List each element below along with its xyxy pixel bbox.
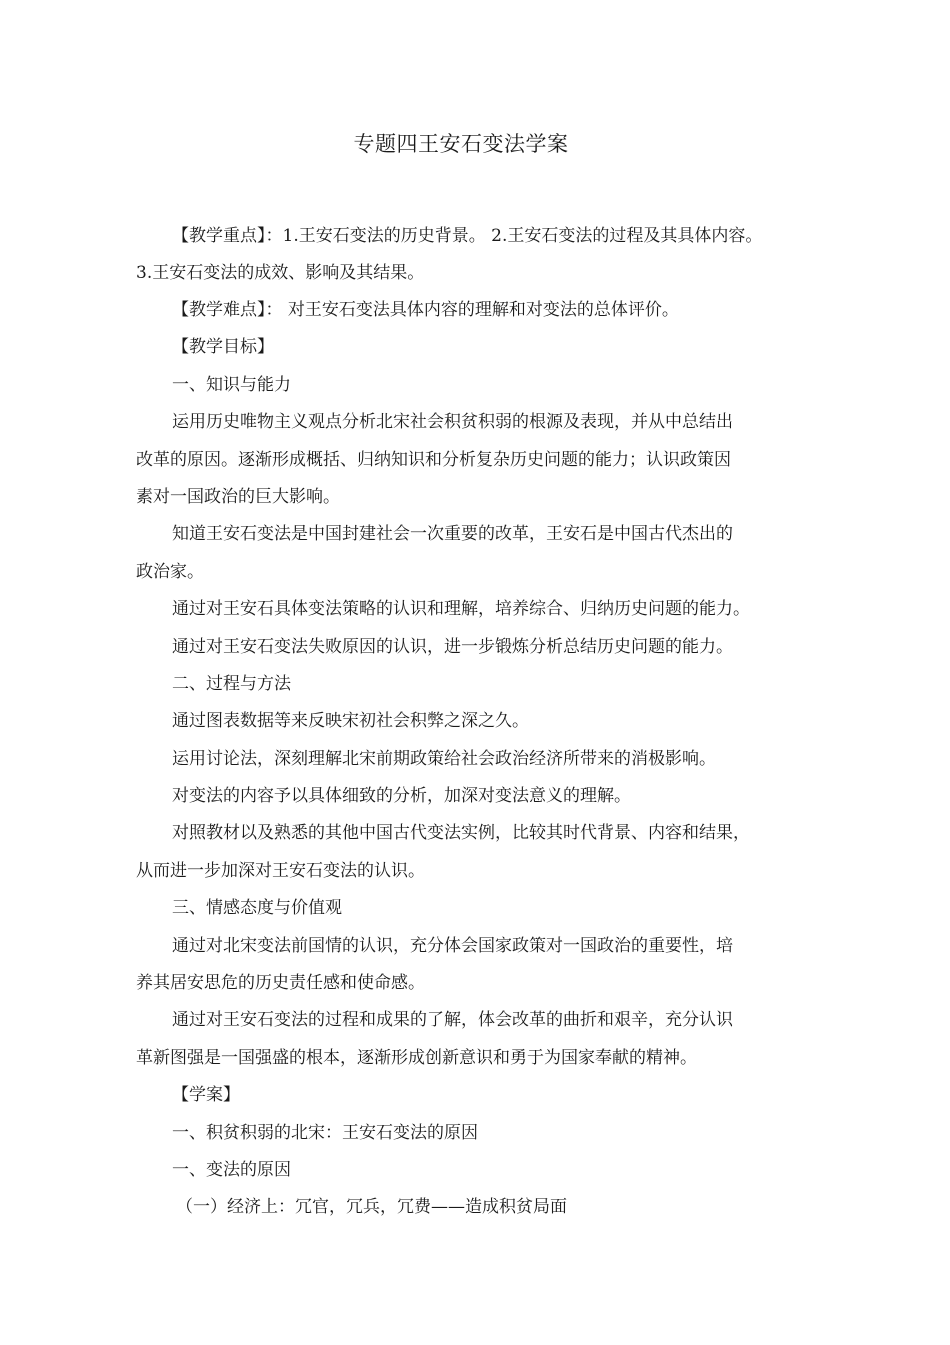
paragraph-line: 革新图强是一国强盛的根本，逐渐形成创新意识和勇于为国家奉献的精神。 — [136, 1048, 697, 1068]
paragraph-line: 通过对王安石具体变法策略的认识和理解，培养综合、归纳历史问题的能力。 — [172, 599, 750, 619]
paragraph-line: 养其居安思危的历史责任感和使命感。 — [136, 973, 425, 993]
paragraph-line: 对变法的内容予以具体细致的分析，加深对变法意义的理解。 — [172, 786, 631, 806]
paragraph-line: 知道王安石变法是中国封建社会一次重要的改革，王安石是中国古代杰出的 — [172, 524, 733, 544]
paragraph-line: 运用历史唯物主义观点分析北宋社会积贫积弱的根源及表现，并从中总结出 — [172, 412, 733, 432]
paragraph-line: 从而进一步加深对王安石变法的认识。 — [136, 861, 425, 881]
subsection-item: （一）经济上：冗官，冗兵，冗费——造成积贫局面 — [176, 1197, 567, 1217]
paragraph-line: 通过对王安石变法失败原因的认识，进一步锻炼分析总结历史问题的能力。 — [172, 637, 733, 657]
section-heading-process: 二、过程与方法 — [172, 674, 291, 694]
paragraph-line: 通过图表数据等来反映宋初社会积弊之深之久。 — [172, 711, 529, 731]
paragraph-line: 运用讨论法，深刻理解北宋前期政策给社会政治经济所带来的消极影响。 — [172, 749, 716, 769]
paragraph-line: 对照教材以及熟悉的其他中国古代变法实例，比较其时代背景、内容和结果， — [172, 823, 750, 843]
teaching-focus-continued: 3.王安石变法的成效、影响及其结果。 — [136, 263, 425, 283]
section-heading-causes: 一、积贫积弱的北宋：王安石变法的原因 — [172, 1123, 478, 1143]
subsection-heading: 一、变法的原因 — [172, 1160, 291, 1180]
paragraph-line: 通过对北宋变法前国情的认识，充分体会国家政策对一国政治的重要性，培 — [172, 936, 733, 956]
paragraph-line: 政治家。 — [136, 562, 204, 582]
teaching-goals-heading: 【教学目标】 — [172, 337, 274, 357]
section-heading-knowledge: 一、知识与能力 — [172, 375, 291, 395]
study-plan-heading: 【学案】 — [172, 1085, 240, 1105]
document-title: 专题四王安石变法学案 — [353, 132, 569, 156]
paragraph-line: 通过对王安石变法的过程和成果的了解，体会改革的曲折和艰辛，充分认识 — [172, 1010, 733, 1030]
paragraph-line: 改革的原因。逐渐形成概括、归纳知识和分析复杂历史问题的能力；认识政策因 — [136, 450, 731, 470]
teaching-difficulty-line: 【教学难点】： 对王安石变法具体内容的理解和对变法的总体评价。 — [172, 300, 679, 320]
section-heading-attitude: 三、情感态度与价值观 — [172, 898, 342, 918]
paragraph-line: 素对一国政治的巨大影响。 — [136, 487, 340, 507]
teaching-focus-line: 【教学重点】：1.王安石变法的历史背景。 2.王安石变法的过程及其具体内容。 — [172, 226, 763, 246]
